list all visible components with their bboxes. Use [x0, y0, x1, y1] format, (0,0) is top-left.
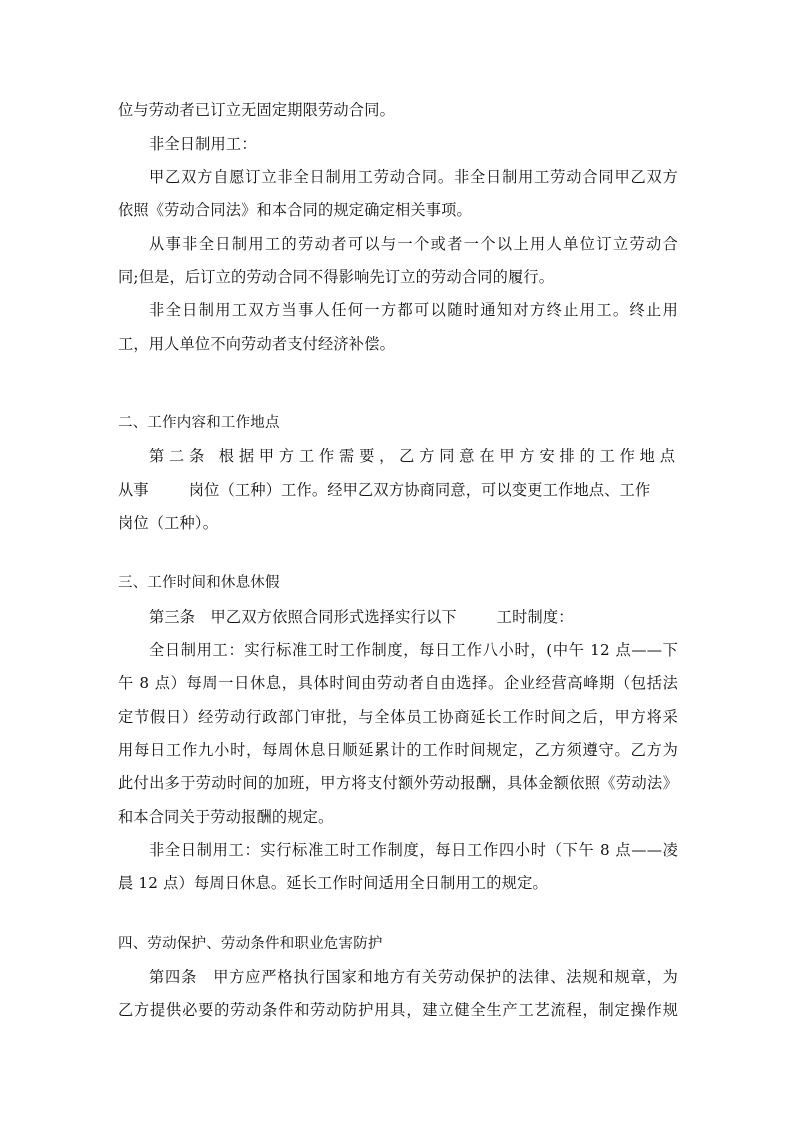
paragraph-line: 非全日制用工： [149, 135, 257, 153]
article-2-line: 第二条 根据甲方工作需要，乙方同意在甲方安排的工作地点 [149, 447, 678, 465]
article-3-line: 定节假日）经劳动行政部门审批，与全体员工协商延长工作时间之后，甲方将采 [118, 708, 678, 726]
article-2-line: 岗位（工种）。 [118, 514, 219, 532]
article-2-text: 从事 [118, 481, 149, 499]
article-3-line [149, 607, 678, 627]
paragraph-line: 非全日制用工双方当事人任何一方都可以随时通知对方终止用工。终止用 [149, 301, 678, 319]
article-3-line: 晨 12 点）每周日休息。延长工作时间适用全日制用工的规定。 [118, 874, 548, 892]
article-3-line: 午 8 点）每周一日休息，具体时间由劳动者自由选择。企业经营高峰期（包括法 [118, 674, 678, 692]
paragraph-line: 甲乙双方自愿订立非全日制用工劳动合同。非全日制用工劳动合同甲乙双方 [149, 168, 678, 186]
section-heading-4: 四、劳动保护、劳动条件和职业危害防护 [118, 936, 383, 952]
paragraph-line: 位与劳动者已订立无固定期限劳动合同。 [118, 101, 395, 119]
paragraph-line: 从事非全日制用工的劳动者可以与一个或者一个以上用人单位订立劳动合 [149, 235, 678, 253]
article-4-line: 乙方提供必要的劳动条件和劳动防护用具，建立健全生产工艺流程，制定操作规 [118, 1001, 678, 1019]
article-3-line: 全日制用工：实行标准工时工作制度，每日工作八小时，(中午 12 点——下 [149, 641, 678, 659]
paragraph-line: 依照《劳动合同法》和本合同的规定确定相关事项。 [118, 201, 472, 219]
paragraph-line: 工，用人单位不向劳动者支付经济补偿。 [118, 335, 395, 353]
article-2-text: 岗位（工种）工作。经甲乙双方协商同意，可以变更工作地点、工作 [188, 481, 651, 499]
article-3-line: 用每日工作九小时，每周休息日顺延累计的工作时间规定，乙方须遵守。乙方为 [118, 741, 678, 759]
article-2-line [118, 480, 678, 500]
section-heading-2: 二、工作内容和工作地点 [118, 415, 280, 431]
article-3-text: 工时制度： [496, 608, 574, 626]
article-3-line: 非全日制用工：实行标准工时工作制度，每日工作四小时（下午 8 点——凌 [149, 841, 678, 859]
article-3-text: 第三条 甲乙双方依照合同形式选择实行以下 [149, 608, 457, 626]
paragraph-line: 同;但是，后订立的劳动合同不得影响先订立的劳动合同的履行。 [118, 268, 555, 286]
section-heading-3: 三、工作时间和休息休假 [118, 575, 280, 591]
article-4-line: 第四条 甲方应严格执行国家和地方有关劳动保护的法律、法规和规章，为 [149, 968, 678, 986]
article-3-line: 此付出多于劳动时间的加班，甲方将支付额外劳动报酬，具体金额依照《劳动法》 [118, 774, 678, 792]
article-3-line: 和本合同关于劳动报酬的规定。 [118, 808, 334, 826]
